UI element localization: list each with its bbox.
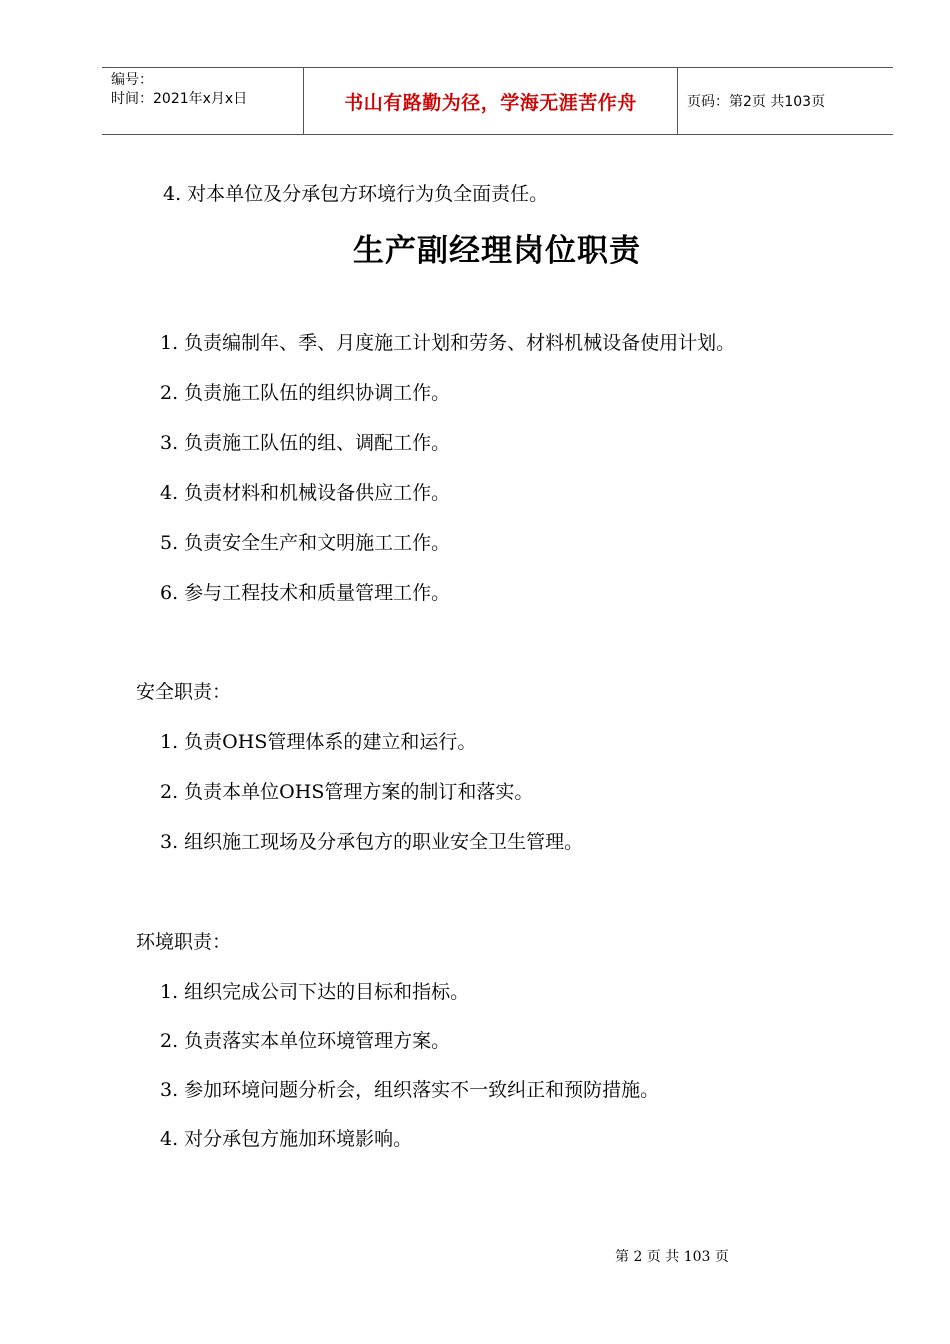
header-motto: 书山有路勤为径，学海无涯苦作舟: [304, 68, 678, 134]
duty-item: 6. 参与工程技术和质量管理工作。: [160, 582, 451, 604]
duty-item: 5. 负责安全生产和文明施工工作。: [160, 532, 451, 554]
time-label: 时间：2021年x月x日: [111, 91, 248, 107]
safety-heading: 安全职责：: [136, 681, 232, 703]
page-header: [102, 67, 893, 135]
safety-item: 3. 组织施工现场及分承包方的职业安全卫生管理。: [160, 831, 584, 853]
duty-item: 4. 负责材料和机械设备供应工作。: [160, 482, 451, 504]
environment-heading: 环境职责：: [136, 931, 232, 953]
duty-item: 3. 负责施工队伍的组、调配工作。: [160, 432, 451, 454]
page-footer: 第 2 页 共 103 页: [615, 1249, 729, 1265]
header-meta: [102, 68, 304, 134]
duty-item: 1. 负责编制年、季、月度施工计划和劳务、材料机械设备使用计划。: [160, 332, 736, 354]
environment-item: 2. 负责落实本单位环境管理方案。: [160, 1030, 451, 1052]
header-page-info: 页码：第2页 共103页: [687, 94, 826, 110]
environment-item: 1. 组织完成公司下达的目标和指标。: [160, 981, 470, 1003]
duty-item: 2. 负责施工队伍的组织协调工作。: [160, 382, 451, 404]
environment-item: 3. 参加环境问题分析会，组织落实不一致纠正和预防措施。: [160, 1079, 660, 1101]
number-label: 编号：: [111, 72, 153, 88]
safety-item: 2. 负责本单位OHS管理方案的制订和落实。: [160, 781, 534, 803]
page-title: 生产副经理岗位职责: [353, 233, 641, 269]
environment-item: 4. 对分承包方施加环境影响。: [160, 1128, 413, 1150]
safety-item: 1. 负责OHS管理体系的建立和运行。: [160, 731, 477, 753]
intro-item: 4. 对本单位及分承包方环境行为负全面责任。: [163, 183, 549, 205]
